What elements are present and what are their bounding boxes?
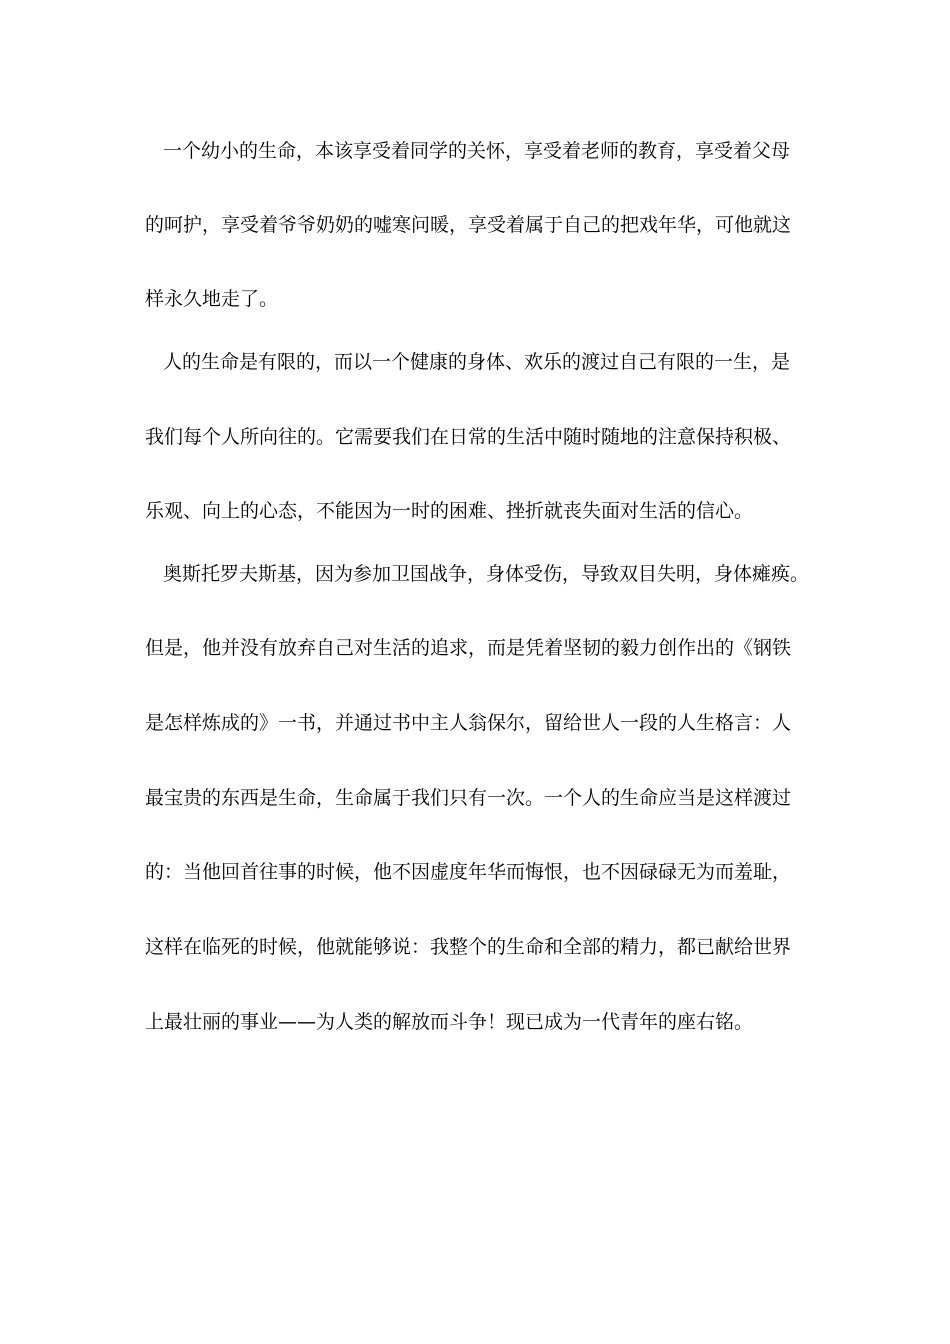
paragraph-1-line-1: 一个幼小的生命，本该享受着同学的关怀，享受着老师的教育，享受着父母: [163, 140, 791, 162]
paragraph-3-line-6: 这样在临死的时候，他就能够说：我整个的生命和全部的精力，都已献给世界: [145, 936, 792, 958]
paragraph-3-line-5: 的：当他回首往事的时候，他不因虚度年华而悔恨，也不因碌碌无为而羞耻，: [145, 861, 792, 883]
paragraph-2-line-1: 人的生命是有限的，而以一个健康的身体、欢乐的渡过自己有限的一生，是: [163, 351, 791, 373]
paragraph-1-line-2: 的呵护，享受着爷爷奶奶的嘘寒问暖，享受着属于自己的把戏年华，可他就这: [145, 214, 792, 236]
paragraph-1-line-3: 样永久地走了。: [145, 288, 279, 310]
paragraph-2-line-2: 我们每个人所向往的。它需要我们在日常的生活中随时随地的注意保持积极、: [145, 426, 792, 448]
paragraph-3-line-4: 最宝贵的东西是生命，生命属于我们只有一次。一个人的生命应当是这样渡过: [145, 787, 792, 809]
paragraph-3-line-2: 但是，他并没有放弃自己对生活的追求，而是凭着坚韧的毅力创作出的《钢铁: [145, 637, 792, 659]
paragraph-2-line-3: 乐观、向上的心态，不能因为一时的困难、挫折就丧失面对生活的信心。: [145, 500, 754, 522]
paragraph-3-line-7: 上最壮丽的事业——为人类的解放而斗争！现已成为一代青年的座右铭。: [145, 1011, 754, 1033]
paragraph-3-line-3: 是怎样炼成的》一书，并通过书中主人翁保尔，留给世人一段的人生格言：人: [145, 712, 792, 734]
paragraph-3-line-1: 奥斯托罗夫斯基，因为参加卫国战争，身体受伤，导致双目失明，身体瘫痪。: [163, 563, 810, 585]
